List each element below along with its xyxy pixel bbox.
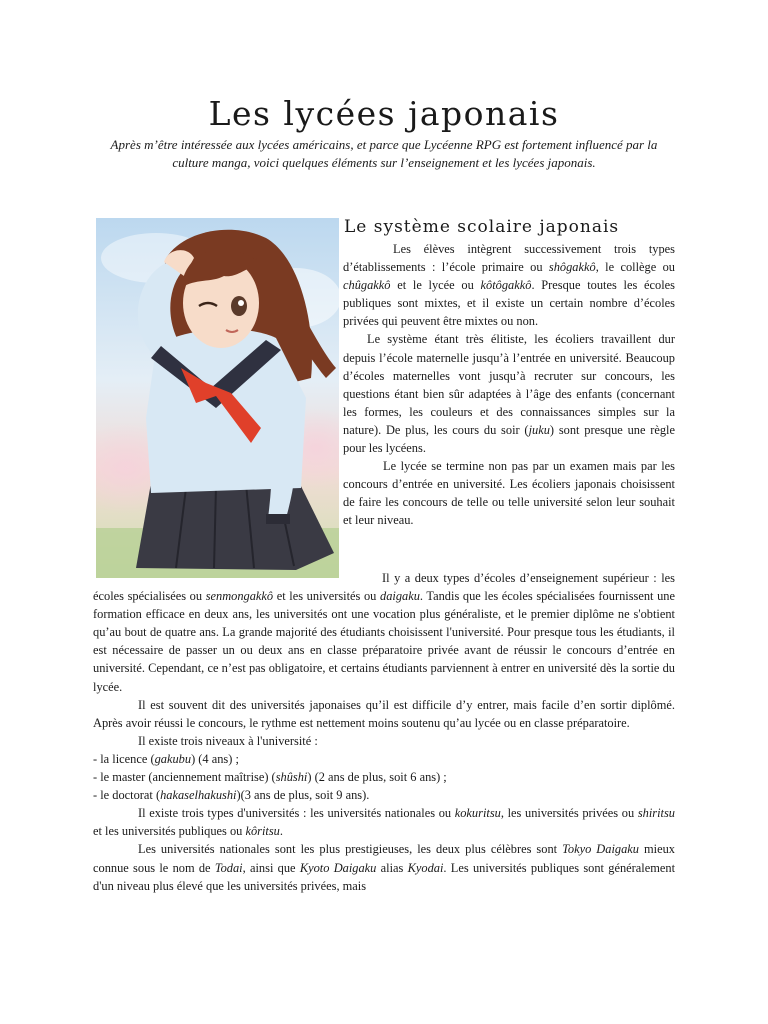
- list-item-doctorat: - le doctorat (hakaselhakushi)(3 ans de plus, soit 9 ans).: [93, 788, 370, 803]
- intro-paragraph: Après m’être intéressée aux lycées américains, et parce que Lycéenne RPG est fortement influencé par la culture manga, voici quelques éléments sur l’enseignement et les lycées japonais.: [110, 137, 658, 170]
- paragraph-school-types: Les élèves intègrent successivement trois types d’établissements : l’école primaire ou shôgakkô, le collège ou chûgakkô et le lycée ou kôtôgakkô. Presque toutes les écoles publiques sont mixtes, et il existe un certain nombre d’écoles privées qui peuvent être mixtes ou non.: [343, 242, 675, 329]
- paragraph-university-types: Il existe trois types d'universités : les universités nationales ou kokuritsu, les universités privées ou shiritsu et les universités publiques ou kôritsu.: [93, 806, 675, 839]
- list-item-master: - le master (anciennement maîtrise) (shûshi) (2 ans de plus, soit 6 ans) ;: [93, 770, 447, 785]
- paragraph-university-difficulty: Il est souvent dit des universités japonaises qu’il est difficile d’y entrer, mais facile d’en sortir diplômé. Après avoir réussi le concours, le rythme est nettement moins soutenu qu’au lycée ou en classe préparatoire.: [93, 697, 675, 730]
- main-body-text: [93, 569, 675, 895]
- paragraph-lycee-end: Le lycée se termine non pas par un examen mais par les concours d’entrée en université. Les écoliers japonais choisissent de faire les concours de telle ou telle université selon leur souhait et leur niveau.: [343, 459, 675, 528]
- page-title: Les lycées japonais: [208, 94, 560, 133]
- manga-schoolgirl-illustration: [96, 218, 339, 578]
- list-item-licence: - la licence (gakubu) (4 ans) ;: [93, 751, 239, 766]
- paragraph-levels-intro: Il existe trois niveaux à l'université :: [138, 733, 318, 748]
- paragraph-national-universities: Les universités nationales sont les plus prestigieuses, les deux plus célèbres sont Tokyo Daigaku mieux connue sous le nom de Todai, ainsi que Kyoto Daigaku alias Kyodai. Les universités publiques sont généralement d'un niveau plus élevé que les universités privées, mais: [93, 842, 676, 893]
- paragraph-higher-education: Il y a deux types d’écoles d’enseignement supérieur : les écoles spécialisées ou senmongakkô et les universités ou daigaku. Tandis que les écoles spécialisées fournissent une formation efficace en deux ans, les universités ont une vocation plus généraliste, et le premier diplôme ne s'obtient qu’au bout de quatre ans. La grande majorité des étudiants choisissent l'université. Pour presque tous les étudiants, il est nécessaire de passer un ou deux ans en classe préparatoire privée avant de réussir le concours d’entrée en université. Cependant, ce n’est pas obligatoire, et certains étudiants parviennent à entrer en université dès la sortie du lycée.: [93, 571, 675, 694]
- section-title: Le système scolaire japonais: [344, 217, 620, 237]
- intro-column-text: [343, 240, 675, 530]
- paragraph-elitism: Le système étant très élitiste, les écoliers travaillent dur depuis l’école maternelle jusqu’à l’entrée en université. Beaucoup d’écoles maternelles vont jusqu’à recruter sur concours, les questions étant bien sûr adaptées à l’âge des enfants (concernant les formes, les couleurs et des connaissances simples sur la nature). De plus, les cours du soir (juku) sont presque une règle pour les lycéens.: [343, 332, 675, 456]
